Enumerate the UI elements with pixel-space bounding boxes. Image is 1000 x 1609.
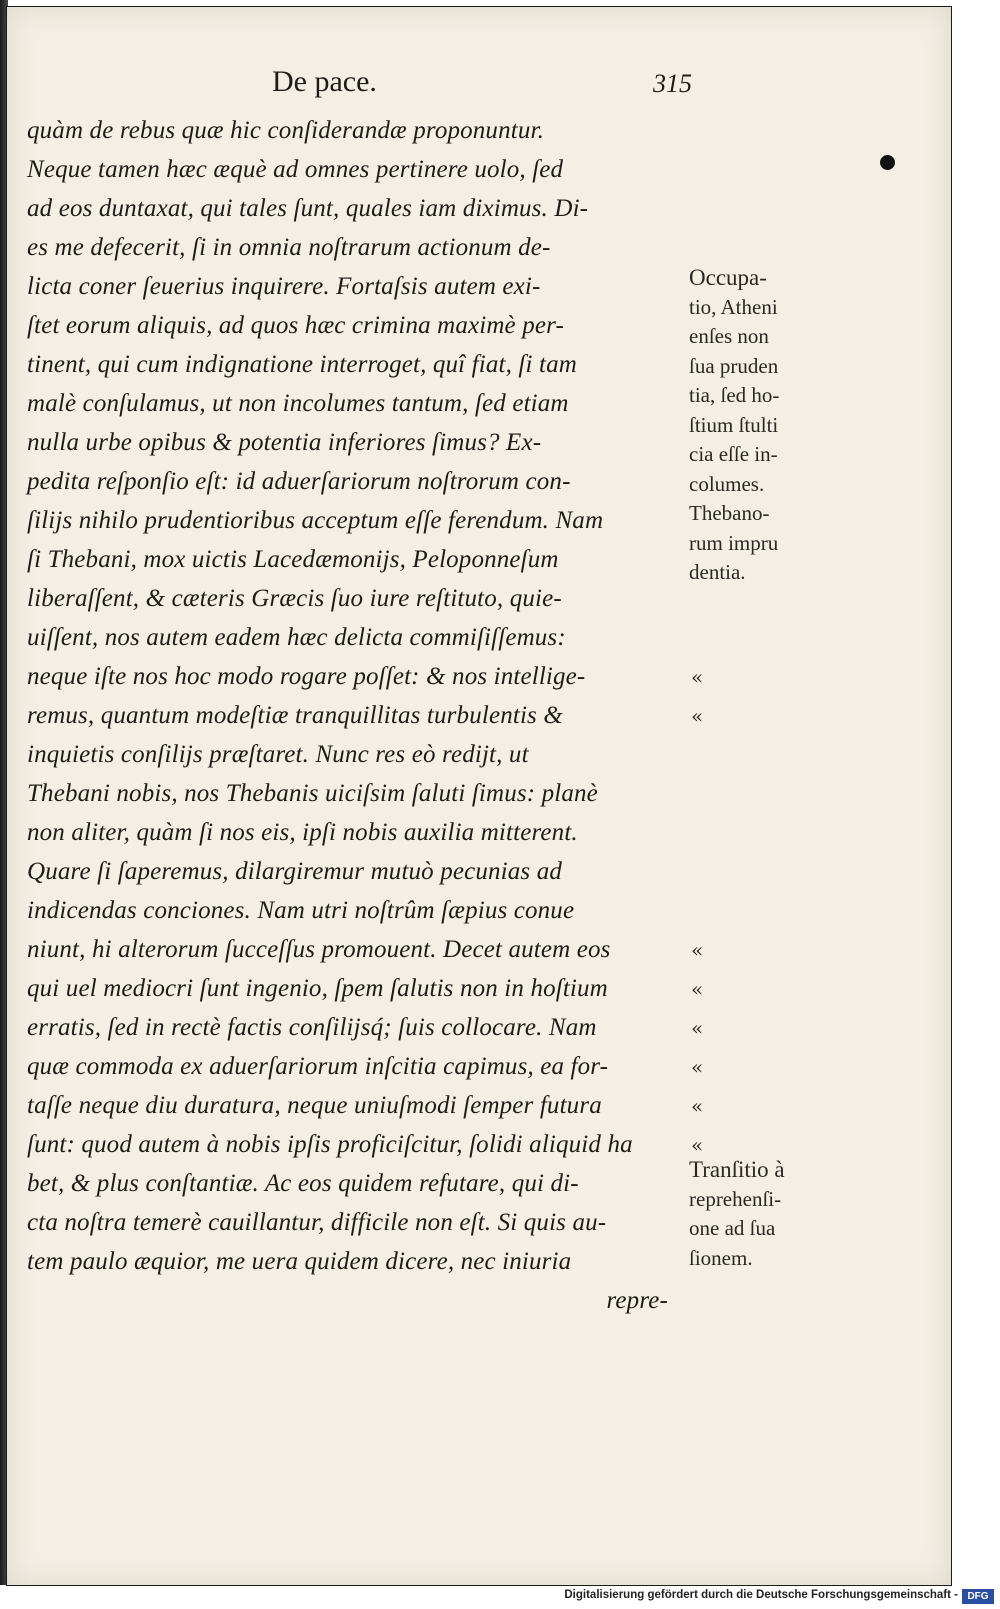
text-line: indicendas conciones. Nam utri noſtrûm ſæpius conue bbox=[27, 897, 575, 924]
quotation-mark: « bbox=[691, 977, 704, 1001]
marginal-line: dentia. bbox=[689, 560, 746, 584]
text-line: liberaſſent, & cæteris Græcis ſuo iure reſtituto, quie- bbox=[27, 585, 562, 612]
text-line: inquietis conſilijs præſtaret. Nunc res eò redijt, ut bbox=[27, 741, 529, 768]
marginal-line: enſes non bbox=[689, 324, 769, 348]
marginal-line: ſua pruden bbox=[689, 353, 779, 378]
quotation-mark: « bbox=[691, 1055, 704, 1079]
text-line: Quare ſi ſaperemus, dilargiremur mutuò pecunias ad bbox=[27, 858, 563, 885]
marginal-line: cia eſſe in- bbox=[689, 442, 778, 466]
text-line: ſunt: quod autem à nobis ipſis proficiſcitur, ſolidi aliquid ha bbox=[27, 1131, 633, 1158]
quotation-mark: « bbox=[691, 704, 704, 728]
marginal-line: rum impru bbox=[689, 530, 779, 555]
marginal-line: ſionem. bbox=[689, 1245, 753, 1270]
marginal-line: tia, ſed ho- bbox=[689, 383, 780, 407]
marginal-note-transitio bbox=[689, 1155, 829, 1273]
marginal-line: columes. bbox=[689, 471, 765, 496]
quotation-mark: « bbox=[691, 1016, 704, 1040]
text-line: ſtet eorum aliquis, ad quos hæc crimina maximè per- bbox=[27, 312, 564, 339]
text-line: quàm de rebus quæ hic conſiderandæ proponuntur. bbox=[27, 117, 544, 144]
marginal-line: ſtium ſtulti bbox=[689, 412, 779, 437]
text-line: neque iſte nos hoc modo rogare poſſet: & nos intellige- bbox=[27, 663, 586, 690]
digitization-footer bbox=[0, 1586, 1000, 1609]
quotation-mark: « bbox=[691, 938, 704, 962]
marginal-line: Occupa- bbox=[689, 265, 767, 290]
text-line: licta coner ſeuerius inquirere. Fortaſsis autem exi- bbox=[27, 273, 541, 300]
marginal-line: Tranſitio à bbox=[689, 1157, 785, 1182]
marginal-line: Thebano- bbox=[689, 501, 770, 525]
text-line: taſſe neque diu duratura, neque uniuſmodi ſemper futura bbox=[27, 1092, 602, 1119]
text-line: remus, quantum modeſtiæ tranquillitas turbulentis & bbox=[27, 702, 563, 729]
dfg-logo: DFG bbox=[962, 1589, 994, 1604]
text-line: tinent, qui cum indignatione interroget, quî fiat, ſi tam bbox=[27, 351, 577, 378]
text-line: Neque tamen hæc æquè ad omnes pertinere uolo, ſed bbox=[27, 156, 564, 183]
marginal-note-occupatio bbox=[689, 263, 829, 588]
quotation-mark: « bbox=[691, 1133, 704, 1157]
text-line: malè conſulamus, ut non incolumes tantum, ſed etiam bbox=[27, 390, 569, 417]
text-line: non aliter, quàm ſi nos eis, ipſi nobis auxilia mitterent. bbox=[27, 819, 578, 846]
text-line: Thebani nobis, nos Thebanis uiciſsim ſaluti ſimus: planè bbox=[27, 780, 598, 807]
text-line: pedita reſponſio eſt: id aduerſariorum noſtrorum con- bbox=[27, 468, 571, 495]
text-line: erratis, ſed in rectè factis conſilijsq́; ſuis collocare. Nam bbox=[27, 1014, 597, 1041]
book-page bbox=[6, 6, 952, 1586]
text-line: bet, & plus conſtantiæ. Ac eos quidem refutare, qui di- bbox=[27, 1170, 579, 1197]
text-line: niunt, hi alterorum ſucceſſus promouent. Decet autem eos bbox=[27, 936, 611, 963]
marginal-line: reprehenſi- bbox=[689, 1186, 782, 1211]
text-line: cta noſtra temerè cauillantur, difficile non eſt. Si quis au- bbox=[27, 1209, 607, 1236]
catchword: repre- bbox=[606, 1287, 668, 1314]
text-line: uiſſent, nos autem eadem hæc delicta commiſiſſemus: bbox=[27, 624, 566, 651]
text-line: nulla urbe opibus & potentia inferiores ſimus? Ex- bbox=[27, 429, 542, 456]
page-number: 315 bbox=[653, 69, 692, 98]
text-line: es me defecerit, ſi in omnia noſtrarum actionum de- bbox=[27, 234, 551, 261]
marginal-line: one ad ſua bbox=[689, 1216, 776, 1240]
text-line: quæ commoda ex aduerſariorum inſcitia capimus, ea for- bbox=[27, 1053, 609, 1080]
running-title: De pace. bbox=[272, 65, 377, 98]
text-line: ad eos duntaxat, qui tales ſunt, quales iam diximus. Di- bbox=[27, 195, 589, 222]
text-line: qui uel mediocri ſunt ingenio, ſpem ſalutis non in hoſtium bbox=[27, 975, 608, 1002]
footer-credit: Digitalisierung gefördert durch die Deutsche Forschungsgemeinschaft - bbox=[564, 1589, 958, 1601]
text-line: tem paulo æquior, me uera quidem dicere, nec iniuria bbox=[27, 1248, 572, 1275]
body-text bbox=[27, 111, 682, 1320]
running-head bbox=[272, 65, 692, 105]
ink-dot bbox=[880, 155, 895, 170]
quotation-mark: « bbox=[691, 1094, 704, 1118]
text-line: ſilijs nihilo prudentioribus acceptum eſſe ferendum. Nam bbox=[27, 507, 604, 534]
quotation-mark: « bbox=[691, 665, 704, 689]
text-line: ſi Thebani, mox uictis Lacedæmonijs, Peloponneſum bbox=[27, 546, 559, 573]
marginal-line: tio, Atheni bbox=[689, 294, 778, 319]
